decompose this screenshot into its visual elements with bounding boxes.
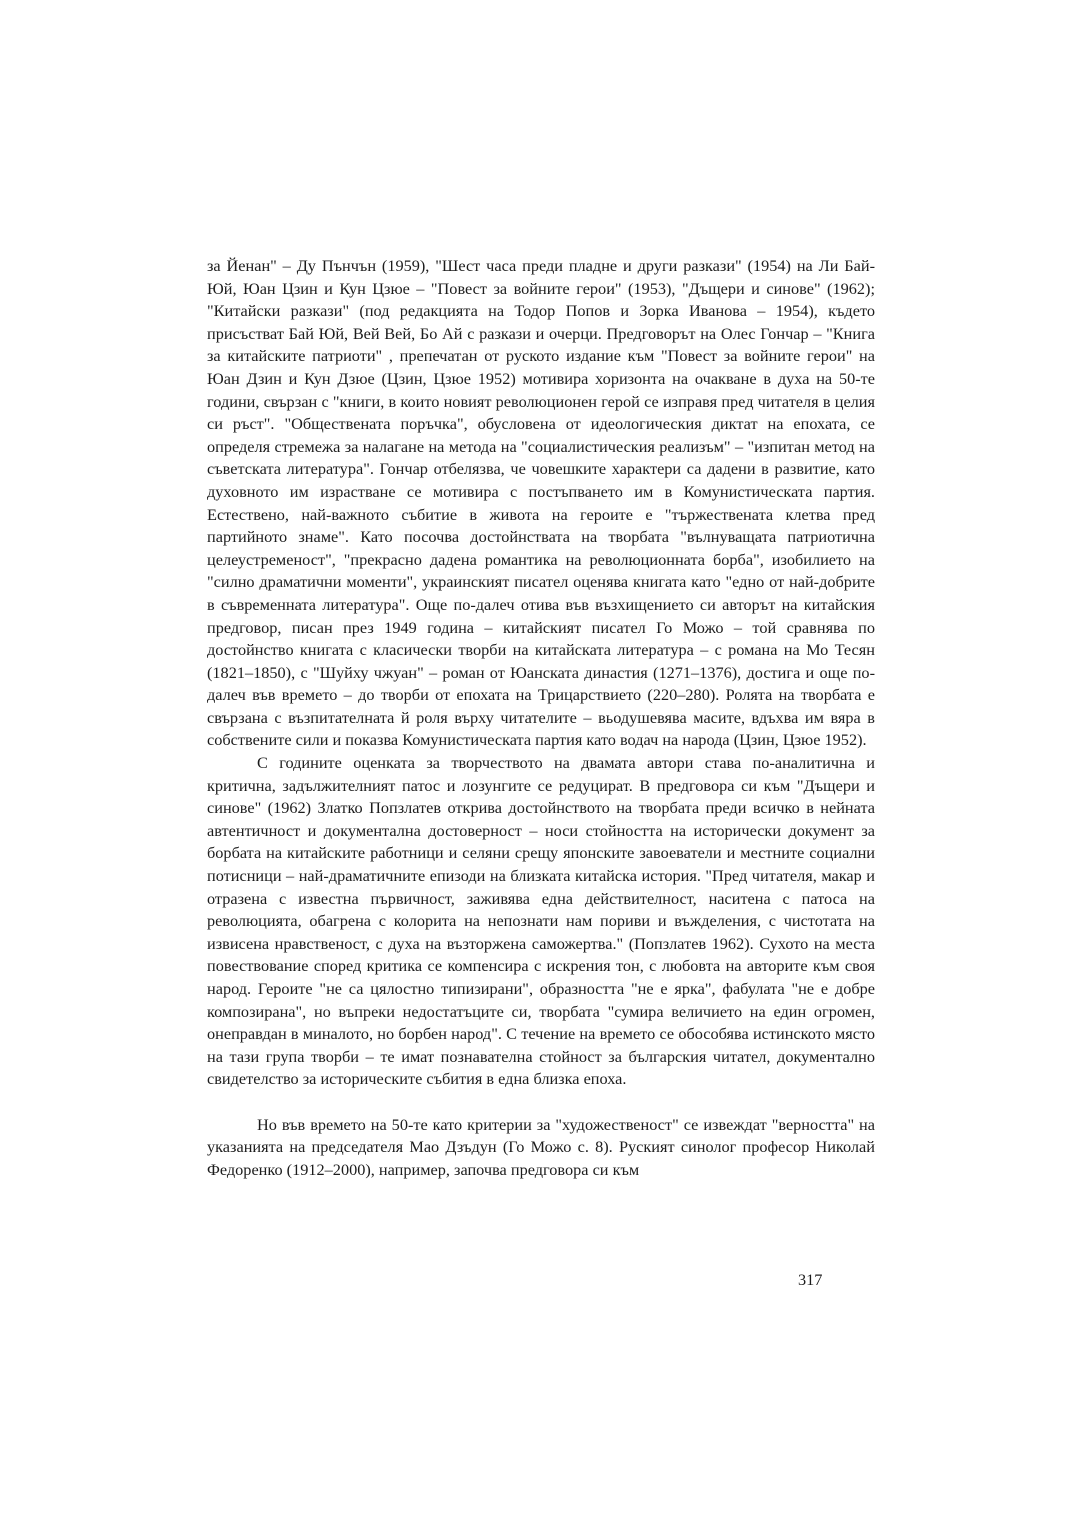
paragraph-3: Но във времето на 50-те като критерии за "художественост" се извеждат "верността" на указанията на председателя Мао Дзъдун (Го Можо с. 8). Руският синолог професор Николай Федоренко (1912–2000), например, започва предговора си към bbox=[207, 1114, 875, 1179]
body-text bbox=[207, 255, 875, 1181]
page-number: 317 bbox=[798, 1270, 823, 1289]
paragraph-2: С годините оценката за творчеството на двамата автори става по-аналитична и критична, задължителният патос и лозунгите се редуцират. В предговора си към "Дъщери и синове" (1962) Златко Попзлатев открива достойнството на творбата преди всичко в нейната автентичност и документална достоверност – носи стойността на исторически документ за борбата на китайските работници и селяни срещу японските завоеватели и местните социални потисници – най-драматичните епизоди на близката китайска история. "Пред читателя, макар и отразена с известна първичност, заживява една действителност, наситена с патоса на революцията, обагрена с колорита на непознати нам пориви и въжделения, с чистотата на извисена нравственост, с духа на възторжена саможертва." (Попзлатев 1962). Сухото на места повествование според критика се компенсира с искрения тон, с любовта на авторите към своя народ. Героите "не са цялостно типизирани", образността "не е ярка", фабулата "не е добре композирана", но въпреки недостатъците си, творбата "сумира величието на един огромен, онеправдан в миналото, но борбен народ". С течение на времето се обособява истинското място на тази група творби – те имат познавателна стойност за българския читател, документално свидетелство за историческите събития в една близка епоха. bbox=[207, 753, 875, 1089]
paragraph-1: за Йенан" – Ду Пънчън (1959), "Шест часа преди пладне и други разкази" (1954) на Ли Бай-Юй, Юан Цзин и Кун Цзюе – "Повест за войните герои" (1953), "Дъщери и синове" (1962); "Китайски разкази" (под редакцията на Тодор Попов и Зорка Иванова – 1954), където присъстват Бай Юй, Вей Вей, Бо Ай с разкази и очерци. Предговорът на Олес Гончар – "Книга за китайските патриоти" , препечатан от руското издание към "Повест за войните герои" на Юан Дзин и Кун Дзюе (Цзин, Цзюе 1952) мотивира хоризонта на очакване в духа на 50-те години, свързан с "книги, в които новият революционен герой се изправя пред читателя в целия си ръст". "Обществената поръчка", обусловена от идеологическия диктат на епохата, се определя стремежа за налагане на метода на "социалистическия реализъм" – "изпитан метод на съветската литература". Гончар отбелязва, че човешките характери са дадени в развитие, като духовното им израстване се мотивира с постъпването им в Комунистическата партия. Естествено, най-важното събитие в живота на героите е "тържествената клетва пред партийното знаме". Като посочва достойнствата на творбата "вълнуващата патриотична целеустременост", "прекрасно дадена романтика на революционната борба", изобилието на "силно драматични моменти", украинският писател оценява книгата като "едно от най-добрите в съвременната литература". Още по-далеч отива във възхищението си авторът на китайския предговор, писан през 1949 година – китайският писател Го Можо – той сравнява по достойнство книгата с класически творби на китайската литература – с романа на Мо Тесян (1821–1850), с "Шуйху чжуан" – роман от Юанската династия (1271–1376), достига и още по-далеч във времето – до творби от епохата на Трицарствието (220–280). Ролята на творбата е свързана с възпитателната й роля върху читателите – вьодушевява масите, вдъхва им вяра в собствените сили и показва Комунистическата партия като водач на народа (Цзин, Цзюе 1952). bbox=[207, 256, 875, 750]
